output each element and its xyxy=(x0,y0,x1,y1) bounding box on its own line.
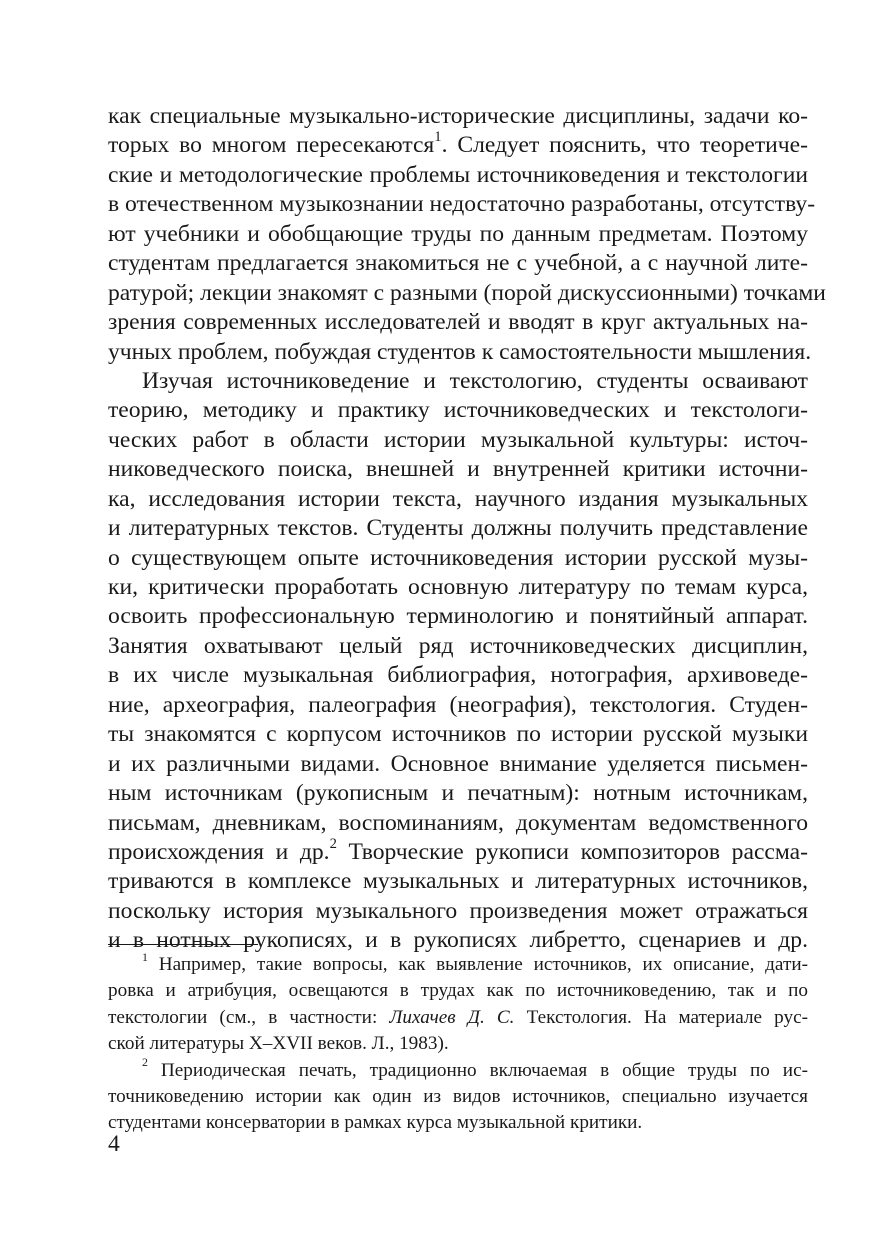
footnote-1-line: ровка и атрибуция, освещаются в трудах как по источниковедению, так и по xyxy=(108,980,808,1002)
body-line: зрения современных исследователей и вводят в круг актуальных на- xyxy=(108,309,808,336)
body-line: ки, критически проработать основную литературу по темам курса, xyxy=(108,574,808,600)
body-line: учных проблем, побуждая студентов к самостоятельности мышления. xyxy=(108,338,812,365)
body-line: в их числе музыкальная библиография, нотография, архивоведе- xyxy=(108,662,808,689)
body-line: и их различными видами. Основное внимание уделяется письмен- xyxy=(108,750,808,777)
body-line: ным источникам (рукописным и печатным): нотным источникам, xyxy=(108,780,808,807)
footnote-2-marker: 2 xyxy=(142,1055,148,1070)
footnote-1-marker: 1 xyxy=(142,949,148,964)
page-number: 4 xyxy=(108,1131,120,1157)
body-line: торых во многом пересекаются$^1$. Следует пояснить, что теоретиче- xyxy=(108,129,809,159)
footnote-1-line: ской литературы X–XVII веков. Л., 1983). xyxy=(108,1033,449,1055)
body-line: письмам, дневникам, воспоминаниям, документам ведомственного xyxy=(108,809,808,836)
body-line: поскольку история музыкального произведения может отражаться xyxy=(108,897,808,924)
body-line: ратурой; лекции знакомят с разными (порой дискуссионными) точками xyxy=(108,279,826,306)
footnote-2-line: студентами консерватории в рамках курса музыкальной критики. xyxy=(108,1112,643,1134)
body-line: ние, археография, палеография (неография), текстология. Студен- xyxy=(108,691,808,718)
body-line: и литературных текстов. Студенты должны получить представление xyxy=(108,515,808,542)
body-line: и в нотных рукописях, и в рукописях либретто, сценариев и др. xyxy=(108,927,808,954)
body-line: как специальные музыкально-исторические дисциплины, задачи ко- xyxy=(108,103,808,129)
body-line: ские и методологические проблемы источниковедения и текстологии xyxy=(108,161,808,188)
footnote-2-line: точниковедению истории как один из видов источников, специально изучается xyxy=(108,1085,808,1107)
footnotes xyxy=(108,949,809,1137)
body-line: происхождения и др.$^2$ Творческие рукописи композиторов рассма- xyxy=(108,835,808,865)
footnote-separator xyxy=(108,944,258,945)
footnote-1-line: текстологии (см., в частности: Лихачев Д. С. Текстология. На материале рус- xyxy=(108,1006,809,1028)
cited-author: Лихачев Д. С. xyxy=(389,1006,515,1028)
footnote-ref-2[interactable]: 2 xyxy=(329,835,337,852)
body-line: о существующем опыте источниковедения истории русской музы- xyxy=(108,544,808,571)
footnote-2-line: $^2$ Периодическая печать, традиционно включаемая в общие труды по ис- xyxy=(142,1055,808,1081)
footnote-1-line: $^1$ Например, такие вопросы, как выявление источников, их описание, дати- xyxy=(142,949,808,975)
body-line: студентам предлагается знакомиться не с учебной, а с научной лите- xyxy=(108,250,808,277)
body-line: триваются в комплексе музыкальных и литературных источников, xyxy=(108,868,808,895)
body-line: ют учебники и обобщающие труды по данным предметам. Поэтому xyxy=(108,220,808,247)
body-line: никоведческого поиска, внешней и внутренней критики источни- xyxy=(108,456,808,483)
body-line: ческих работ в области истории музыкальной культуры: источ- xyxy=(108,426,808,453)
body-line: в отечественном музыкознании недостаточно разработаны, отсутству- xyxy=(108,191,816,218)
body-line: освоить профессиональную терминологию и понятийный аппарат. xyxy=(108,603,808,630)
body-line: ты знакомятся с корпусом источников по истории русской музыки xyxy=(108,721,808,748)
body-text xyxy=(108,102,826,956)
body-line: Занятия охватывают целый ряд источниковедческих дисциплин, xyxy=(108,632,808,659)
body-line: ка, исследования истории текста, научного издания музыкальных xyxy=(108,485,808,512)
body-line: Изучая источниковедение и текстологию, студенты осваивают xyxy=(142,367,808,394)
footnote-ref-1[interactable]: 1 xyxy=(434,129,442,146)
body-line: теорию, методику и практику источниковедческих и текстологи- xyxy=(108,397,808,424)
